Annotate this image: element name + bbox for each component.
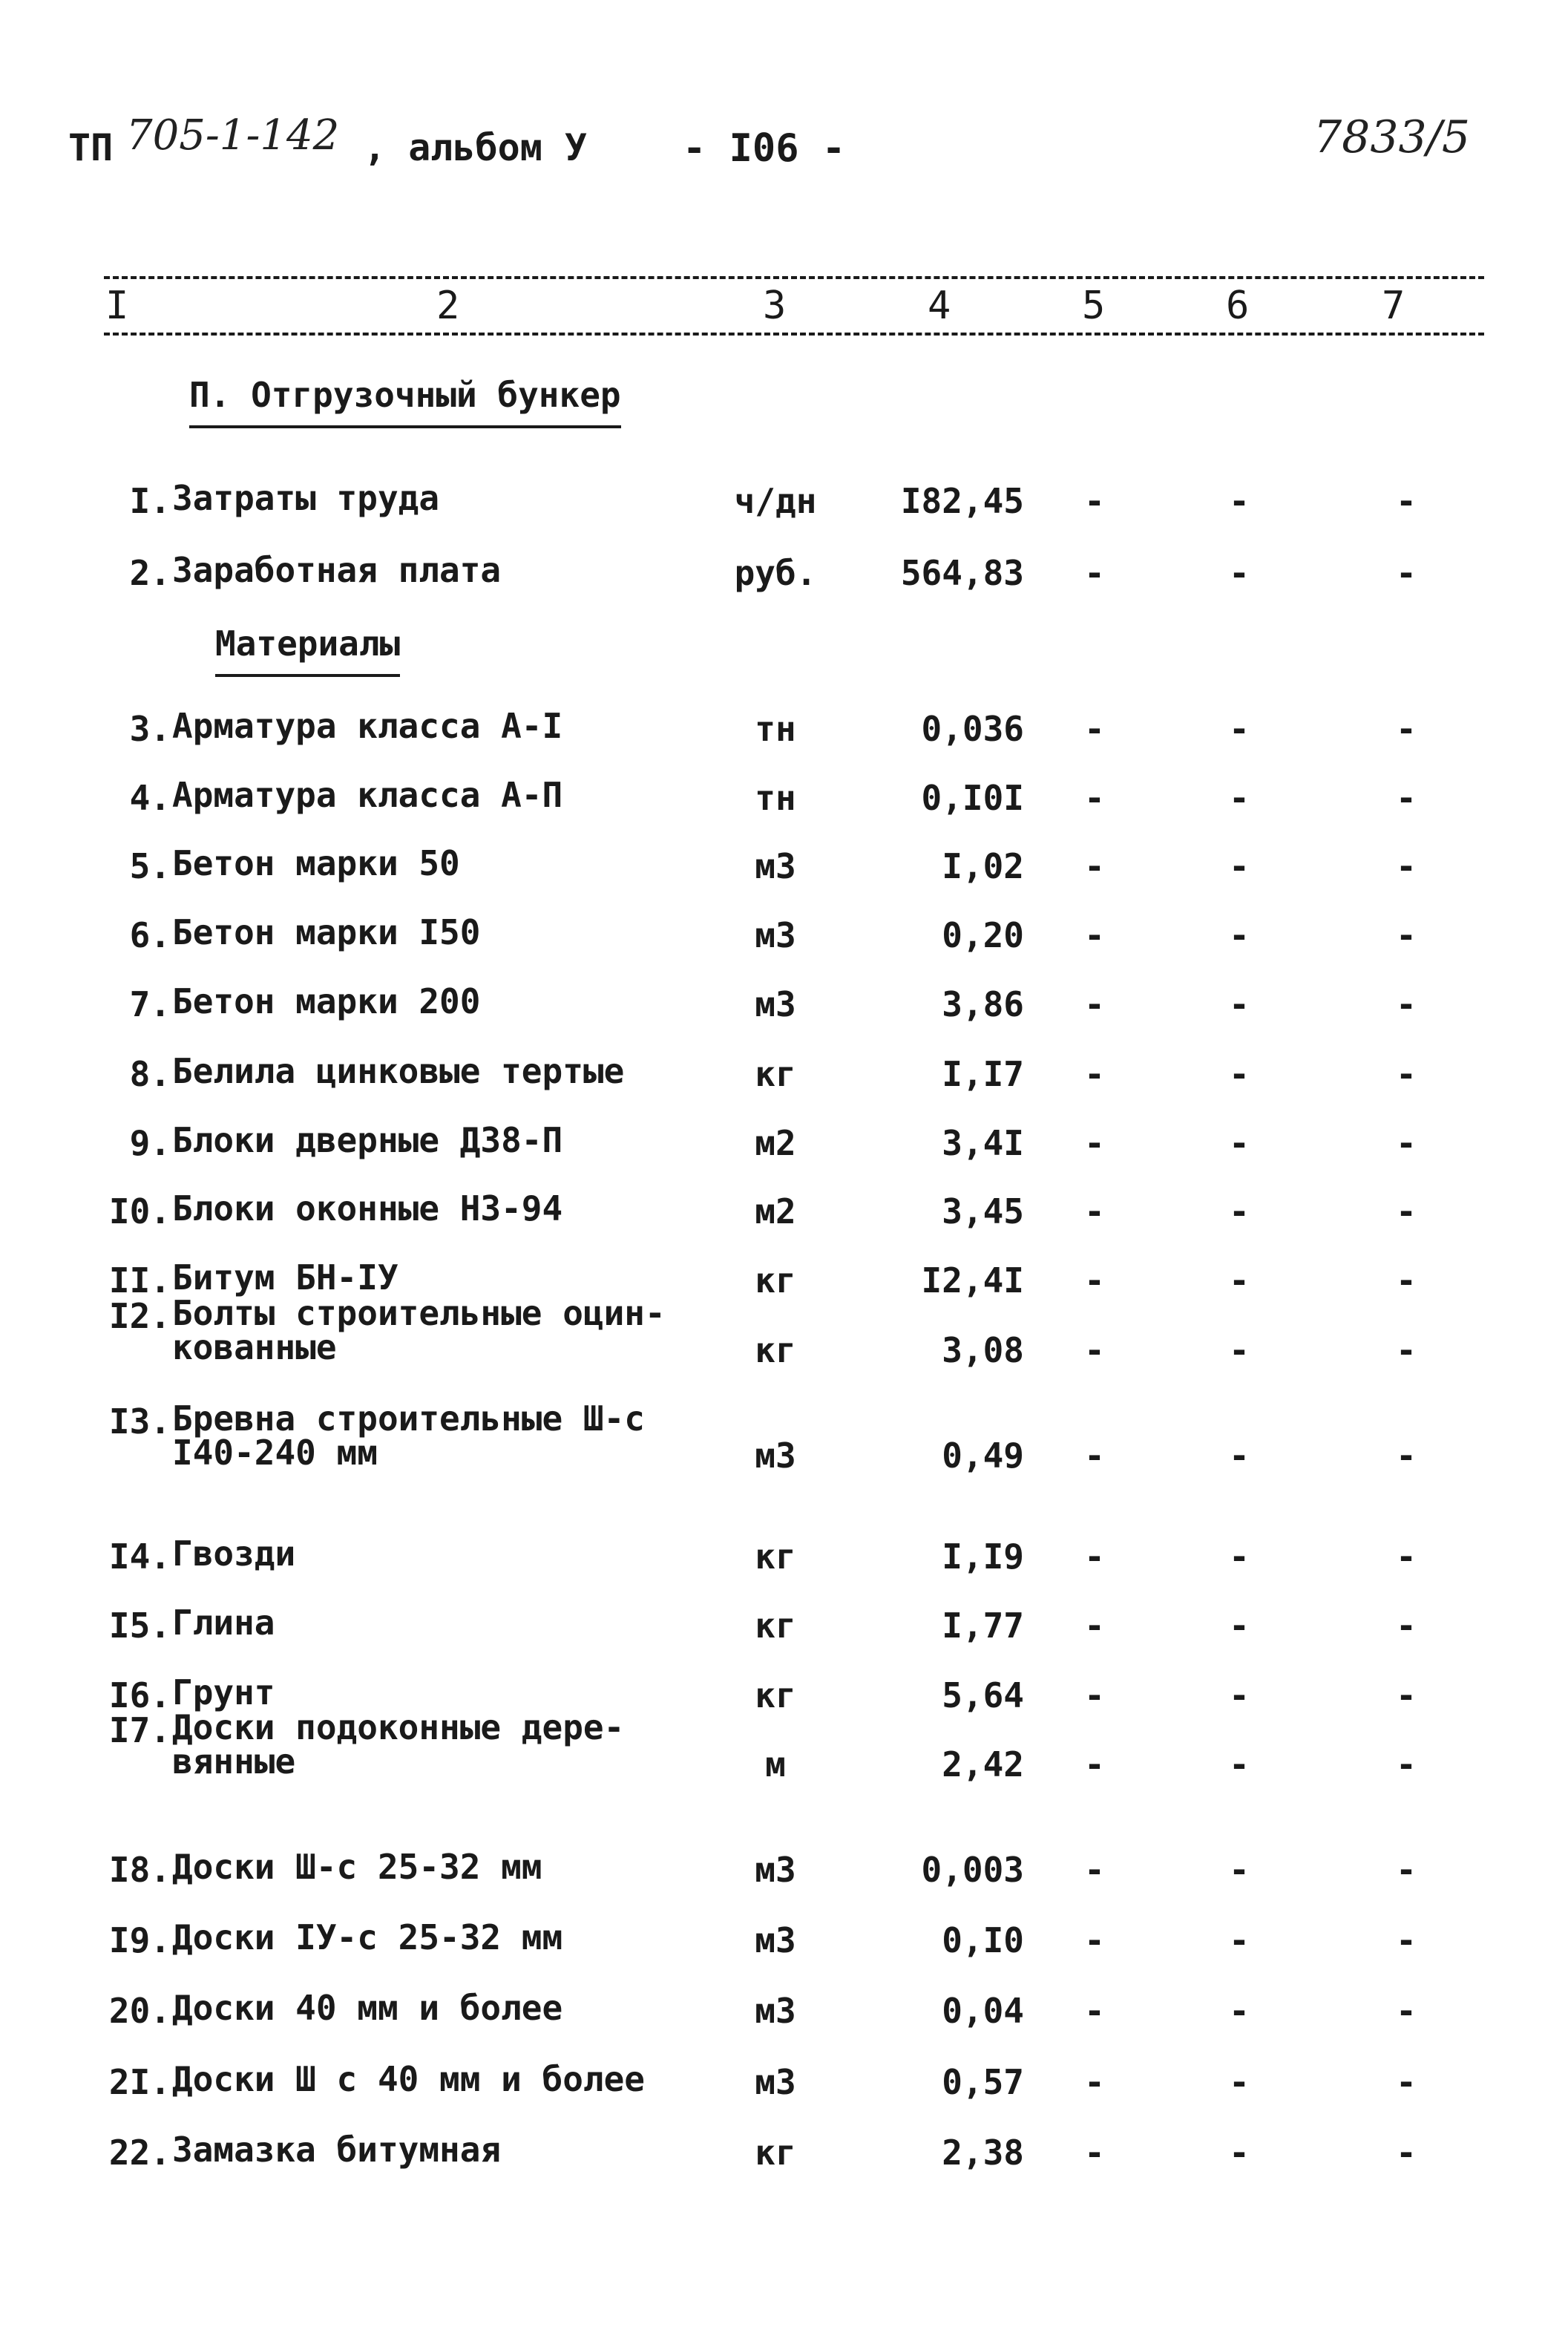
- col7-dash: -: [1396, 2133, 1417, 2173]
- row-number: 4.: [129, 778, 171, 818]
- sheet-number: 7833/5: [1313, 111, 1471, 163]
- col7-dash: -: [1396, 1606, 1417, 1646]
- table-row: [0, 706, 1568, 753]
- row-number: 7.: [129, 984, 171, 1024]
- row-number: 22.: [108, 2133, 171, 2173]
- item-quantity: 0,036: [921, 709, 1024, 749]
- col-number-6: 6: [1226, 284, 1250, 328]
- item-name-line: Грунт: [172, 1672, 275, 1712]
- section-title: П. Отгрузочный бункер: [189, 375, 621, 428]
- col7-dash: -: [1396, 1330, 1417, 1370]
- item-name-line: Белила цинковые тертые: [172, 1051, 625, 1091]
- item-unit: кг: [755, 1054, 796, 1094]
- item-quantity: I82,45: [900, 481, 1024, 521]
- col7-dash: -: [1396, 915, 1417, 955]
- col-number-7: 7: [1382, 284, 1405, 328]
- col5-dash: -: [1084, 2133, 1105, 2173]
- item-name-line: Доски Ш-с 25-32 мм: [172, 1847, 542, 1887]
- item-quantity: 564,83: [900, 553, 1024, 593]
- col5-dash: -: [1084, 1606, 1105, 1646]
- item-name: [172, 1847, 542, 1887]
- item-name: [172, 1603, 275, 1643]
- item-name: [172, 912, 481, 952]
- col7-dash: -: [1396, 778, 1417, 818]
- item-name: [172, 706, 563, 746]
- col-number-5: 5: [1082, 284, 1106, 328]
- col-number-1: I: [105, 284, 129, 328]
- col-number-3: 3: [763, 284, 787, 328]
- col5-dash: -: [1084, 1054, 1105, 1094]
- table-row: [0, 1398, 1568, 1476]
- col7-dash: -: [1396, 1920, 1417, 1960]
- item-unit: руб.: [734, 553, 817, 593]
- table-row: [0, 775, 1568, 822]
- col7-dash: -: [1396, 1537, 1417, 1577]
- row-number: I3.: [108, 1401, 171, 1442]
- col7-dash: -: [1396, 1123, 1417, 1163]
- item-name-line: Арматура класса А-П: [172, 775, 563, 815]
- row-number: 3.: [129, 709, 171, 749]
- col5-dash: -: [1084, 481, 1105, 521]
- materials-heading: Материалы: [215, 624, 400, 677]
- table-row: [0, 1188, 1568, 1236]
- col5-dash: -: [1084, 553, 1105, 593]
- item-quantity: 3,86: [942, 984, 1024, 1024]
- table-row: [0, 1120, 1568, 1168]
- item-name-line: Доски 40 мм и более: [172, 1988, 563, 2028]
- col5-dash: -: [1084, 1537, 1105, 1577]
- col5-dash: -: [1084, 1330, 1105, 1370]
- table-row: [0, 478, 1568, 526]
- table-row: [0, 1847, 1568, 1894]
- item-name-line: Заработная плата: [172, 550, 502, 590]
- col5-dash: -: [1084, 1675, 1105, 1715]
- col7-dash: -: [1396, 1054, 1417, 1094]
- item-name: [172, 843, 460, 883]
- col6-dash: -: [1229, 915, 1250, 955]
- item-unit: м2: [755, 1123, 796, 1163]
- album-label: , альбом У: [364, 126, 588, 169]
- row-number: 2.: [129, 553, 171, 593]
- col5-dash: -: [1084, 1991, 1105, 2031]
- item-unit: кг: [755, 1537, 796, 1577]
- row-number: I8.: [108, 1850, 171, 1890]
- item-name: [172, 1051, 625, 1091]
- col6-dash: -: [1229, 709, 1250, 749]
- table-row: [0, 1293, 1568, 1370]
- col5-dash: -: [1084, 1850, 1105, 1890]
- item-name-line: Бетон марки I50: [172, 912, 481, 952]
- table-row: [0, 912, 1568, 960]
- col7-dash: -: [1396, 1850, 1417, 1890]
- item-unit: ч/дн: [734, 481, 817, 521]
- item-name-line: Бетон марки 200: [172, 981, 481, 1021]
- item-quantity: I,I7: [942, 1054, 1024, 1094]
- item-unit: м3: [755, 846, 796, 886]
- item-name: [172, 550, 502, 590]
- item-quantity: 3,45: [942, 1191, 1024, 1231]
- item-unit: кг: [755, 1330, 796, 1370]
- col6-dash: -: [1229, 984, 1250, 1024]
- col7-dash: -: [1396, 1675, 1417, 1715]
- item-unit: тн: [755, 709, 796, 749]
- item-name-line: кованные: [172, 1327, 337, 1367]
- col6-dash: -: [1229, 553, 1250, 593]
- item-name: [172, 1257, 398, 1298]
- item-quantity: 0,I0: [942, 1920, 1024, 1960]
- item-quantity: I2,4I: [921, 1260, 1024, 1300]
- col6-dash: -: [1229, 1260, 1250, 1300]
- table-row: [0, 550, 1568, 598]
- table-row: [0, 981, 1568, 1029]
- row-number: I4.: [108, 1537, 171, 1577]
- item-unit: м: [765, 1744, 786, 1784]
- column-number-row: [104, 284, 1484, 336]
- col7-dash: -: [1396, 984, 1417, 1024]
- item-quantity: 0,57: [942, 2062, 1024, 2102]
- item-name-line: Арматура класса А-I: [172, 706, 563, 746]
- item-unit: м3: [755, 1436, 796, 1476]
- item-unit: м3: [755, 915, 796, 955]
- item-unit: м3: [755, 1991, 796, 2031]
- item-name-line: Гвозди: [172, 1534, 296, 1574]
- col6-dash: -: [1229, 1123, 1250, 1163]
- item-name-line: Болты строительные оцин-: [172, 1293, 666, 1333]
- col-number-4: 4: [928, 284, 951, 328]
- col5-dash: -: [1084, 984, 1105, 1024]
- row-number: I5.: [108, 1606, 171, 1646]
- item-name-line: Битум БН-IУ: [172, 1257, 398, 1298]
- project-number: 705-1-142: [126, 111, 340, 160]
- col6-dash: -: [1229, 846, 1250, 886]
- item-quantity: 3,4I: [942, 1123, 1024, 1163]
- col5-dash: -: [1084, 1191, 1105, 1231]
- tp-label: ТП: [68, 126, 114, 169]
- col6-dash: -: [1229, 1191, 1250, 1231]
- col5-dash: -: [1084, 1123, 1105, 1163]
- table-row: [0, 2130, 1568, 2177]
- item-name: [172, 1988, 563, 2028]
- item-quantity: I,02: [942, 846, 1024, 886]
- item-name-line: Доски подоконные дере-: [172, 1707, 625, 1747]
- col6-dash: -: [1229, 481, 1250, 521]
- item-name-line: I40-240 мм: [172, 1433, 378, 1473]
- item-name: [172, 1707, 625, 1781]
- item-quantity: 5,64: [942, 1675, 1024, 1715]
- col5-dash: -: [1084, 778, 1105, 818]
- table-row: [0, 2059, 1568, 2107]
- item-unit: кг: [755, 1606, 796, 1646]
- row-number: I.: [129, 481, 171, 521]
- item-quantity: 0,49: [942, 1436, 1024, 1476]
- item-name: [172, 1917, 563, 1957]
- table-row: [0, 1917, 1568, 1965]
- col6-dash: -: [1229, 1920, 1250, 1960]
- col6-dash: -: [1229, 2062, 1250, 2102]
- table-row: [0, 1051, 1568, 1099]
- col6-dash: -: [1229, 1744, 1250, 1784]
- row-number: 5.: [129, 846, 171, 886]
- row-number: 6.: [129, 915, 171, 955]
- item-quantity: 0,20: [942, 915, 1024, 955]
- row-number: II.: [108, 1260, 171, 1300]
- item-name: [172, 1120, 563, 1160]
- col6-dash: -: [1229, 1330, 1250, 1370]
- table-row: [0, 1707, 1568, 1784]
- col7-dash: -: [1396, 709, 1417, 749]
- item-unit: м3: [755, 984, 796, 1024]
- col6-dash: -: [1229, 2133, 1250, 2173]
- table-top-rule: [104, 276, 1484, 279]
- col6-dash: -: [1229, 1850, 1250, 1890]
- row-number: 20.: [108, 1991, 171, 2031]
- item-unit: кг: [755, 2133, 796, 2173]
- item-name: [172, 981, 481, 1021]
- row-number: 8.: [129, 1054, 171, 1094]
- item-name: [172, 1188, 563, 1228]
- item-unit: кг: [755, 1675, 796, 1715]
- item-name: [172, 1293, 666, 1367]
- row-number: I7.: [108, 1710, 171, 1750]
- col5-dash: -: [1084, 1920, 1105, 1960]
- col6-dash: -: [1229, 1436, 1250, 1476]
- item-quantity: 0,I0I: [921, 778, 1024, 818]
- col5-dash: -: [1084, 1436, 1105, 1476]
- col7-dash: -: [1396, 1260, 1417, 1300]
- item-name-line: Блоки оконные Н3-94: [172, 1188, 563, 1228]
- item-quantity: I,I9: [942, 1537, 1024, 1577]
- item-name: [172, 2059, 645, 2099]
- col5-dash: -: [1084, 1744, 1105, 1784]
- item-name-line: Доски Ш с 40 мм и более: [172, 2059, 645, 2099]
- item-unit: кг: [755, 1260, 796, 1300]
- col7-dash: -: [1396, 1744, 1417, 1784]
- col6-dash: -: [1229, 1537, 1250, 1577]
- row-number: I0.: [108, 1191, 171, 1231]
- table-row: [0, 1988, 1568, 2035]
- col5-dash: -: [1084, 1260, 1105, 1300]
- row-number: 9.: [129, 1123, 171, 1163]
- item-name-line: Бревна строительные Ш-с: [172, 1398, 645, 1439]
- item-name: [172, 1534, 296, 1574]
- item-name: [172, 1672, 275, 1712]
- item-name-line: Замазка битумная: [172, 2130, 502, 2170]
- col7-dash: -: [1396, 1991, 1417, 2031]
- item-unit: м3: [755, 2062, 796, 2102]
- col6-dash: -: [1229, 1675, 1250, 1715]
- item-name: [172, 775, 563, 815]
- col7-dash: -: [1396, 481, 1417, 521]
- item-quantity: I,77: [942, 1606, 1024, 1646]
- col5-dash: -: [1084, 915, 1105, 955]
- col7-dash: -: [1396, 1191, 1417, 1231]
- item-unit: тн: [755, 778, 796, 818]
- item-name: [172, 1398, 645, 1473]
- row-number: I6.: [108, 1675, 171, 1715]
- col7-dash: -: [1396, 2062, 1417, 2102]
- item-name-line: вянные: [172, 1741, 296, 1781]
- col5-dash: -: [1084, 846, 1105, 886]
- table-row: [0, 843, 1568, 891]
- item-name-line: Доски IУ-с 25-32 мм: [172, 1917, 563, 1957]
- col6-dash: -: [1229, 778, 1250, 818]
- item-unit: м3: [755, 1920, 796, 1960]
- col6-dash: -: [1229, 1054, 1250, 1094]
- table-row: [0, 1534, 1568, 1581]
- item-quantity: 0,04: [942, 1991, 1024, 2031]
- item-name: [172, 2130, 502, 2170]
- item-name-line: Затраты труда: [172, 478, 440, 518]
- item-name-line: Глина: [172, 1603, 275, 1643]
- item-quantity: 2,42: [942, 1744, 1024, 1784]
- col5-dash: -: [1084, 2062, 1105, 2102]
- col7-dash: -: [1396, 1436, 1417, 1476]
- item-quantity: 3,08: [942, 1330, 1024, 1370]
- col-number-2: 2: [436, 284, 460, 328]
- col7-dash: -: [1396, 846, 1417, 886]
- item-name-line: Блоки дверные Д38-П: [172, 1120, 563, 1160]
- row-number: I9.: [108, 1920, 171, 1960]
- col7-dash: -: [1396, 553, 1417, 593]
- col5-dash: -: [1084, 709, 1105, 749]
- col6-dash: -: [1229, 1991, 1250, 2031]
- table-header-rule: [104, 333, 1484, 336]
- table-row: [0, 1603, 1568, 1650]
- item-quantity: 2,38: [942, 2133, 1024, 2173]
- item-quantity: 0,003: [921, 1850, 1024, 1890]
- item-unit: м2: [755, 1191, 796, 1231]
- item-name-line: Бетон марки 50: [172, 843, 460, 883]
- item-name: [172, 478, 440, 518]
- page-number: - I06 -: [683, 126, 846, 171]
- item-unit: м3: [755, 1850, 796, 1890]
- row-number: I2.: [108, 1296, 171, 1336]
- row-number: 2I.: [108, 2062, 171, 2102]
- col6-dash: -: [1229, 1606, 1250, 1646]
